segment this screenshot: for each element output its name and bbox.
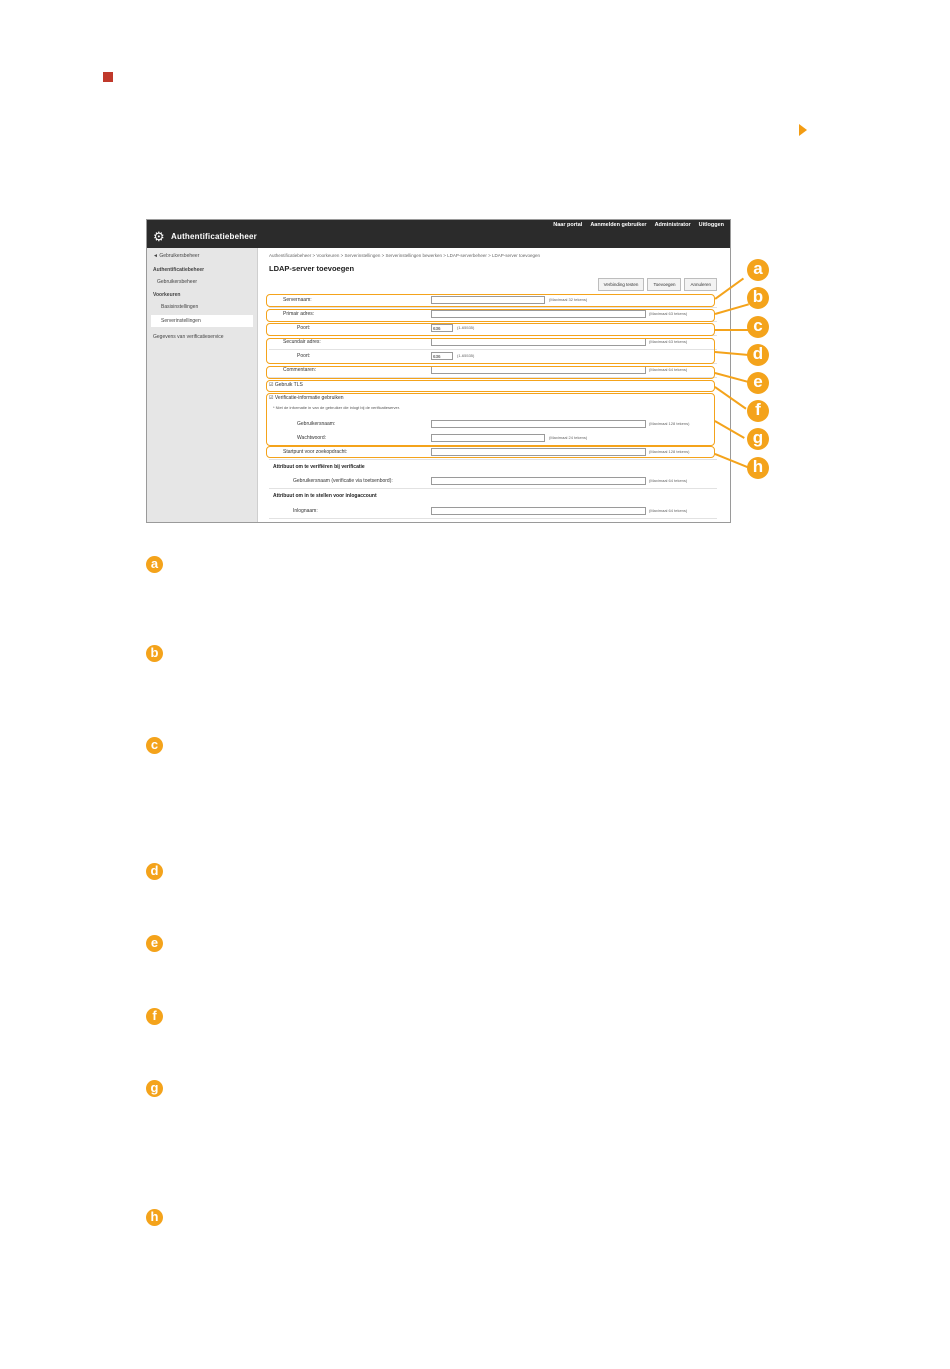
login-name-label: Inlognaam:: [293, 508, 318, 514]
callout-f: f: [747, 400, 769, 422]
port-1-label: Poort:: [297, 325, 311, 331]
callout-e: e: [747, 372, 769, 394]
legend-marker-c: c: [146, 737, 163, 754]
search-start-label: Startpunt voor zoekopdracht:: [283, 449, 348, 455]
cancel-button[interactable]: Annuleren: [684, 278, 717, 291]
highlight-c: [266, 323, 715, 336]
highlight-d: [266, 338, 715, 364]
top-link-portal[interactable]: Naar portal: [553, 222, 583, 228]
page-title: LDAP-server toevoegen: [269, 264, 355, 273]
username-label: Gebruikersnaam:: [297, 421, 336, 427]
password-label: Wachtwoord:: [297, 435, 326, 441]
section-bullet: [103, 72, 113, 82]
highlight-g: [266, 393, 715, 446]
username-keyboard-label: Gebruikersnaam (verificatie via toetsenbord):: [293, 478, 393, 484]
sidebar-item-user-management[interactable]: Gebruikersbeheer: [157, 279, 198, 285]
port-2-label: Poort:: [297, 353, 311, 359]
secondary-address-label: Secundair adres:: [283, 339, 321, 345]
legend-marker-g: g: [146, 1080, 163, 1097]
leader-c: [715, 329, 749, 331]
breadcrumb: Authentificatiebeheer > Voorkeuren > Serverinstellingen > Serverinstellingen bewerken > LDAP-serverbeheer > LDAP-server toevoegen: [269, 253, 541, 258]
callout-h: h: [747, 457, 769, 479]
search-start-hint: (Maximaal 128 tekens): [649, 449, 690, 454]
port-2-field[interactable]: 636: [431, 352, 453, 360]
sidebar-back-link[interactable]: ◄ Gebruikersbeheer: [153, 253, 200, 259]
app-title: Authentificatiebeheer: [171, 232, 257, 241]
server-name-label: Servernaam:: [283, 297, 312, 303]
sidebar-section-auth: Authentificatiebeheer: [153, 267, 205, 273]
test-connection-button[interactable]: Verbinding testen: [598, 278, 645, 291]
legend-marker-f: f: [146, 1008, 163, 1025]
use-tls-checkbox[interactable]: ☑ Gebruik TLS: [269, 382, 303, 388]
add-button[interactable]: Toevoegen: [647, 278, 681, 291]
next-page-arrow-icon[interactable]: [799, 124, 807, 136]
comments-label: Commentaren:: [283, 367, 317, 373]
auth-note: * Niet de informatie in van de gebruiker die inlogt bij de verificatieserver.: [273, 405, 400, 410]
username-hint: (Maximaal 128 tekens): [649, 421, 690, 426]
secondary-address-hint: (Maximaal 63 tekens): [649, 339, 688, 344]
top-link-administrator[interactable]: Administrator: [654, 222, 691, 228]
gear-icon: ⚙: [153, 229, 165, 244]
sidebar-item-basic-settings[interactable]: Basisinstellingen: [161, 304, 199, 310]
login-name-hint: (Maximaal 64 tekens): [649, 508, 688, 513]
callout-g: g: [747, 428, 769, 450]
port-2-hint: (1-65535): [457, 353, 475, 358]
top-link-login-user[interactable]: Aanmelden gebruiker: [590, 222, 647, 228]
top-link-logout[interactable]: Uitloggen: [698, 222, 724, 228]
use-auth-label: Verificatie-informatie gebruiken: [274, 395, 344, 401]
callout-c: c: [747, 316, 769, 338]
port-1-field[interactable]: 636: [431, 324, 453, 332]
button-row: [598, 278, 717, 291]
highlight-f: [266, 380, 715, 392]
server-name-hint: (Maximaal 32 tekens): [549, 297, 588, 302]
login-name-field[interactable]: [431, 507, 646, 515]
section-verify-attribute: Attribuut om te verifiëren bij verificatie: [273, 464, 365, 470]
primary-address-hint: (Maximaal 63 tekens): [649, 311, 688, 316]
callout-b: b: [747, 287, 769, 309]
legend-marker-a: a: [146, 556, 163, 573]
username-keyboard-field[interactable]: [431, 477, 646, 485]
top-links: [553, 222, 724, 228]
section-login-attribute: Attribuut om in te stellen voor inlogaccount: [273, 493, 377, 499]
top-bar: [147, 220, 730, 248]
sidebar-item-server-settings[interactable]: Serverinstellingen: [161, 318, 201, 324]
callout-d: d: [747, 344, 769, 366]
highlight-e: [266, 366, 715, 379]
highlight-b: [266, 309, 715, 322]
primary-address-label: Primair adres:: [283, 311, 315, 317]
form-row-login-name: [269, 506, 717, 519]
legend-marker-e: e: [146, 935, 163, 952]
highlight-a: [266, 294, 715, 307]
legend-marker-d: d: [146, 863, 163, 880]
highlight-h: [266, 446, 715, 458]
form-row-username-keyboard: [269, 476, 717, 489]
sidebar-section-preferences: Voorkeuren: [153, 292, 181, 298]
use-tls-label: Gebruik TLS: [274, 382, 303, 388]
legend-marker-b: b: [146, 645, 163, 662]
callout-a: a: [747, 259, 769, 281]
legend-marker-h: h: [146, 1209, 163, 1226]
port-1-hint: (1-65535): [457, 325, 475, 330]
sidebar: [147, 248, 258, 522]
username-keyboard-hint: (Maximaal 64 tekens): [649, 478, 688, 483]
comments-hint: (Maximaal 64 tekens): [649, 367, 688, 372]
sidebar-item-verification-service[interactable]: Gegevens van verificatieservice: [153, 334, 224, 340]
use-auth-checkbox[interactable]: ☑ Verificatie-informatie gebruiken: [269, 395, 344, 401]
password-hint: (Maximaal 24 tekens): [549, 435, 588, 440]
